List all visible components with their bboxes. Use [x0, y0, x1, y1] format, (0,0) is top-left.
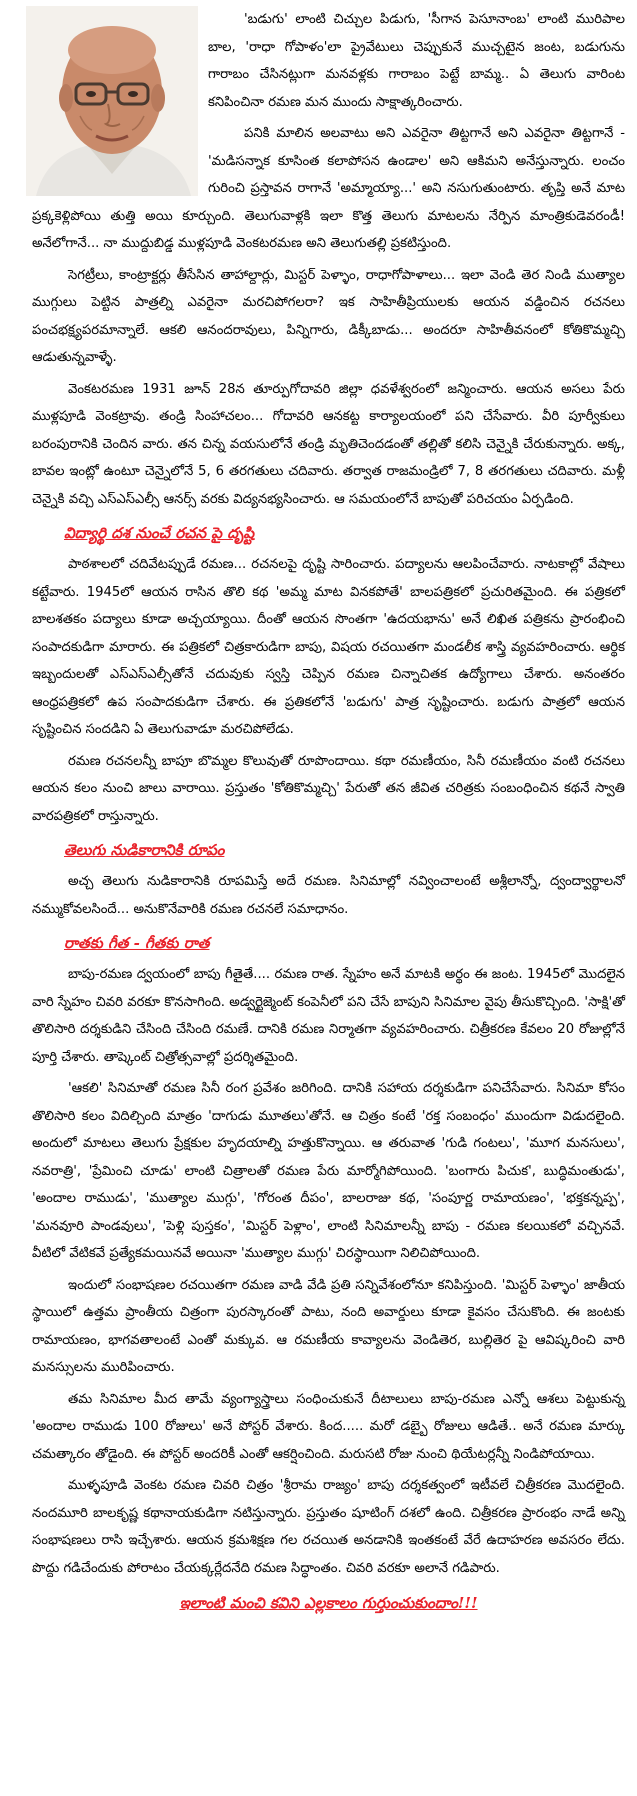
paragraph-language: పనికి మాలిన అలవాటు అని ఎవరైనా తిట్టగానే అని ఎవరైనా తిట్టగానే - 'మడిసన్నాక కూసింత కలాపోసన ఉండాల' అని ఆకిమని అనేస్తున్నారు. లంచం గురించి ప్రస్తావన రాగానే 'అమ్మాయ్యా...' అని నసుగుతుంటారు. తృప్తి అనే మాట ప్రక్కకెళ్లిపోయి తుత్తి అయి కూర్చుంది. తెలుగువాళ్లకి ఇలా కొత్త తెలుగు మాటలను నేర్పిన మాంత్రికుడెవరండీ! అనేలోగానే... నా ముద్దుబిడ్డ ముళ్లపూడి వెంకటరమణ అని తెలుగుతల్లి ప్రకటిస్తుంది. [32, 126, 625, 251]
closing-tribute: ఇలాంటి మంచి కవిని ఎల్లకాలం గుర్తుంచుకుందాం!!! [179, 1594, 478, 1612]
paragraph-characters: సెగట్రీలు, కాంట్రాక్టర్లు తీసేసిన తాహాల్దార్లు, మిస్టర్ పెళ్ళాం, రాధాగోపాళాలు... ఇలా వెండి తెర నిండి ముత్యాల ముగ్గులు పెట్టిన పాత్రల్ని ఎవరైనా మరచిపోగలరా? ఇక సాహితీప్రియులకు ఆయన వడ్డించిన రచనలు పంచభక్ష్యపరమాన్నాలే. ఆకలి ఆనందరావులు, పిన్నిగారు, డిక్కీబాడు... అందరూ సాహితీవనంలో కోతికొమ్మచ్చి ఆడుతున్నవాళ్ళే. [32, 267, 625, 365]
paragraph-poster: తమ సినిమాల మీద తామే వ్యంగ్యాస్త్రాలు సంధించుకునే దీటాలులు బాపు-రమణ ఎన్నో ఆశలు పెట్టుకున్న 'అందాల రాముడు 100 రోజులు' అనే పోస్టర్ వేశారు. కింద..... మరో డబ్బై రోజులు ఆడితే.. అనే రమణ మార్కు చమత్కారం తోడైంది. ఈ పోస్టర్ అందరికీ ఎంతో ఆకర్షించింది. మరుసటి రోజు నుంచి థియేటర్లన్నీ నిండిపోయాయి. [32, 1391, 625, 1462]
paragraph-films: 'ఆకలి' సినిమాతో రమణ సినీ రంగ ప్రవేశం జరిగింది. దానికి సహాయ దర్శకుడిగా పనిచేసేవారు. సినిమా కోసం తొలిసారి కలం విదిల్చింది మాత్రం 'దాగుడు మూతలు'తోనే. ఆ చిత్రం కంటే 'రక్త సంబంధం' ముందుగా విడుదలైంది. అందులో మాటలు తెలుగు ప్రేక్షకుల హృదయాల్ని హత్తుకొన్నాయి. ఆ తరువాత 'గుడి గంటలు', 'మూగ మనసులు', నవరాత్రి', 'ప్రేమించి చూడు' లాంటి చిత్రాలతో రమణ పేరు మార్మోగిపోయింది. 'బంగారు పిచుక', బుద్ధిమంతుడు', 'అందాల రాముడు', 'ముత్యాల ముగ్గు', 'గోరంత దీపం', బాలరాజు కథ, 'సంపూర్ణ రామాయణం', 'భక్తకన్నప్ప', 'మనవూరి పాండవులు', 'పెళ్లి పుస్తకం', 'మిస్టర్ పెళ్లాం', లాంటి సినిమాలన్నీ బాపు - రమణ కలయికలో వచ్చినవే. వీటిలో వేటికవే ప్రత్యేకమయినవే అయినా 'ముత్యాల ముగ్గు' చిరస్థాయిగా నిలిచిపోయింది. [32, 1081, 625, 1261]
portrait-illustration [26, 6, 198, 196]
paragraph-dialogues: ఇందులో సంభాషణల రచయితగా రమణ వాడి వేడి ప్రతి సన్నివేశంలోనూ కనిపిస్తుంది. 'మిస్టర్ పెళ్ళాం' జాతీయ స్థాయిలో ఉత్తమ ప్రాంతీయ చిత్రంగా పురస్కారంతో పాటు, నంది అవార్డులు కూడా కైవసం చేసుకొంది. ఈ జంటకు రామాయణం, భాగవతాలంటే ఎంతో మక్కువ. ఆ రమణీయ కావ్యాలను వెండితెర, బుల్లితెర పై ఆవిష్కరించి వారి మనస్సులను మురిపించారు. [32, 1277, 625, 1375]
paragraph-works: రమణ రచనలన్నీ బాపూ బొమ్మల కొలువుతో రూపొందాయి. కథా రమణీయం, సినీ రమణీయం వంటి రచనలు ఆయన కలం నుంచి జాలు వారాయి. ప్రస్తుతం 'కోతికొమ్మచ్చి' పేరుతో తన జీవిత చరిత్రకు సంబంధించిన కథనే స్వాతి వారపత్రికలో రాస్తున్నారు. [32, 753, 625, 824]
paragraph-early-writing: పాఠశాలలో చదివేటప్పుడే రమణ... రచనలపై దృష్టి సారించారు. పద్యాలను ఆలపించేవారు. నాటకాల్లో వేషాలు కట్టేవారు. 1945లో ఆయన రాసిన తొలి కథ 'అమ్మ మాట వినకపోతే' బాలపత్రికలో ప్రచురితమైంది. ఈ పత్రికలో బాలశతకం పద్యాలు కూడా అచ్చయ్యాయి. దీంతో ఆయన సొంతగా 'ఉదయభాను' అనే లిఖిత పత్రికను ప్రారంభించి సంపాదకుడిగా మారారు. ఈ పత్రికలో చిత్రకారుడిగా బాపు, విషయ రచయితగా మండలీక శాస్త్రి వ్యవహరించారు. ఆర్థిక ఇబ్బందులతో ఎస్ఎస్ఎల్సీతోనే చదువుకు స్వస్తి చెప్పిన రమణ చిన్నాచితక ఉద్యోగాలు చేశారు. అనంతరం ఆంధ్రపత్రికలో ఉప సంపాదకుడిగా చేశారు. ఈ ప్రతికలోనే 'బడుగు' పాత్ర సృష్టించారు. బడుగు పాత్రలో ఆయన సృష్టించిన సందడిని ఏ తెలుగువాడూ మరచిపోలేడు. [32, 557, 625, 737]
intro-paragraph: 'బడుగు' లాంటి చిచ్చుల పిడుగు, 'సీగాన పెసూనాంబ' లాంటి మురిపాల బాల, 'రాధా గోపాళం'లా ప్రైవేటులు చెప్పుకునే ముచ్చటైన జంట, బడుగును గారాబం చేసినట్లుగా మనవళ్లకు గారాబం పెట్టే బామ్మ.. ఏ తెలుగు వారింట కనిపించినా రమణ మన ముందు సాక్షాత్కరించారు. [208, 12, 625, 110]
paragraph-idiom: అచ్చ తెలుగు నుడికారానికి రూపమిస్తే అదే రమణ. సినిమాల్లో నవ్వించాలంటే అశ్లీలాన్నో, ద్వంద్వార్థాలనో నమ్ముకోవలసిందే... అనుకొనేవారికి రమణ రచనలే సమాధానం. [32, 874, 625, 917]
author-portrait [26, 6, 198, 196]
section-heading-student-days: విద్యార్థి దశ నుంచే రచన పై దృష్టి [64, 524, 255, 542]
section-heading-idiom: తెలుగు నుడికారానికి రూపం [64, 841, 225, 859]
paragraph-friendship: బాపు-రమణ ద్వయంలో బాపు గీతైతే.... రమణ రాత. స్నేహం అనే మాటకి అర్థం ఈ జంట. 1945లో మొదలైన వారి స్నేహం చివరి వరకూ కొనసాగింది. అడ్వర్టైజ్మెంట్ కంపెనీలో పని చేసే బాపుని సినిమాల వైపు తీసుకొచ్చింది. 'సాక్షి'తో తొలిసారి దర్శకుడిని చేసింది చేసింది రమణే. దానికి రమణ నిర్మాతగా వ్యవహరించారు. చిత్రీకరణ కేవలం 20 రోజుల్లోనే పూర్తి చేశారు. తాష్కెంట్ చిత్రోత్సవాల్లో ప్రదర్శితమైంది. [32, 967, 625, 1065]
section-heading-bapu-ramana: రాతకు గీత - గీతకు రాత [64, 934, 210, 952]
paragraph-biography: వెంకటరమణ 1931 జూన్ 28న తూర్పుగోదావరి జిల్లా ధవళేశ్వరంలో జన్మించారు. ఆయన అసలు పేరు ముళ్లపూడి వెంకట్రావు. తండ్రి సింహాచలం... గోదావరి ఆనకట్ట కార్యాలయంలో పని చేసేవారు. వీరి పూర్వీకులు బరంపురానికి చెందిన వారు. తన చిన్న వయసులోనే తండ్రి మృతిచెందడంతో తల్లితో కలిసి చెన్నైకి చేరుకున్నారు. అక్క, బావల ఇంట్లో ఉంటూ చెన్నైలోనే 5, 6 తరగతులు చదివారు. తర్వాత రాజమండ్రిలో 7, 8 తరగతులు చదివారు. మళ్లీ చెన్నైకి వచ్చి ఎస్ఎస్ఎల్సీ ఆనర్స్ వరకు విద్యనభ్యసించారు. ఆ సమయంలోనే బాపుతో పరిచయం ఏర్పడింది. [32, 381, 625, 507]
paragraph-last-film: ముళ్ళపూడి వెంకట రమణ చివరి చిత్రం 'శ్రీరామ రాజ్యం' బాపు దర్శకత్వంలో ఇటీవలే చిత్రీకరణ మొదలైంది. నందమూరి బాలకృష్ణ కథానాయకుడిగా నటిస్తున్నారు. ప్రస్తుతం షూటింగ్ దశలో ఉంది. చిత్రీకరణ ప్రారంభం నాడే అన్ని సంభాషణలు రాసి ఇచ్చేశారు. ఆయన క్రమశిక్షణ గల రచయిత అనడానికి ఇంతకంటే వేరే ఉదాహరణ అవసరం లేదు. పొద్దు గడిచేందుకు పోరాటం చేయక్కర్లేదనేది రమణ సిద్ధాంతం. చివరి వరకూ అలానే గడిపారు. [32, 1478, 625, 1576]
